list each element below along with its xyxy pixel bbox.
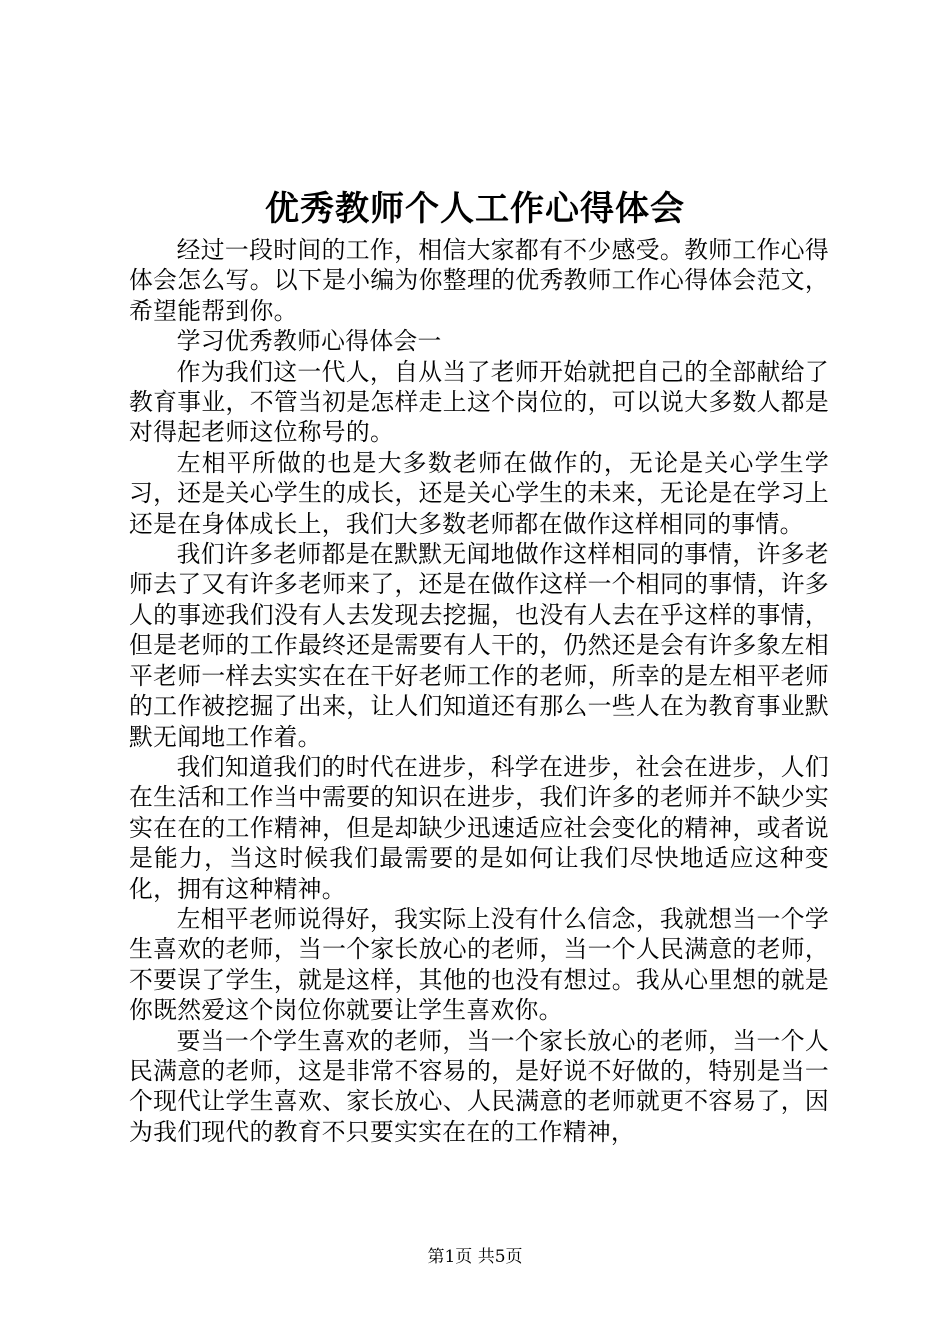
paragraph: 我们许多老师都是在默默无闻地做作这样相同的事情，许多老师去了又有许多老师来了，还是在做作这样一个相同的事情，许多人的事迹我们没有人去发现去挖掘，也没有人去在乎这样的事情，但是老师的工作最终还是需要有人干的，仍然还是会有许多象左相平老师一样去实实在在干好老师工作的老师，所幸的是左相平老师的工作被挖掘了出来，让人们知道还有那么一些人在为教育事业默默无闻地工作着。: [129, 540, 829, 751]
page-footer: 第1页 共5页: [427, 1247, 523, 1267]
paragraph: 要当一个学生喜欢的老师，当一个家长放心的老师，当一个人民满意的老师，这是非常不容易的，是好说不好做的，特别是当一个现代让学生喜欢、家长放心、人民满意的老师就更不容易了，因为我们现代的教育不只要实实在在的工作精神，: [129, 1026, 829, 1146]
paragraph: 经过一段时间的工作，相信大家都有不少感受。教师工作心得体会怎么写。以下是小编为你整理的优秀教师工作心得体会范文，希望能帮到你。: [129, 236, 829, 325]
paragraph: 作为我们这一代人，自从当了老师开始就把自己的全部献给了教育事业，不管当初是怎样走上这个岗位的，可以说大多数人都是对得起老师这位称号的。: [129, 357, 829, 447]
document-body: [129, 235, 829, 1147]
paragraph: 左相平老师说得好，我实际上没有什么信念，我就想当一个学生喜欢的老师，当一个家长放心的老师，当一个人民满意的老师，不要误了学生，就是这样，其他的也没有想过。我从心里想的就是你既然爱这个岗位你就要让学生喜欢你。: [129, 904, 829, 1025]
section-heading: 学习优秀教师心得体会一: [176, 327, 442, 356]
document-title: 优秀教师个人工作心得体会: [265, 189, 685, 229]
paragraph: 我们知道我们的时代在进步，科学在进步，社会在进步，人们在生活和工作当中需要的知识在进步，我们许多的老师并不缺少实实在在的工作精神，但是却缺少迅速适应社会变化的精神，或者说是能力，当这时候我们最需要的是如何让我们尽快地适应这种变化，拥有这种精神。: [129, 752, 829, 903]
paragraph: 左相平所做的也是大多数老师在做作的，无论是关心学生学习，还是关心学生的成长，还是关心学生的未来，无论是在学习上还是在身体成长上，我们大多数老师都在做作这样相同的事情。: [129, 448, 829, 538]
